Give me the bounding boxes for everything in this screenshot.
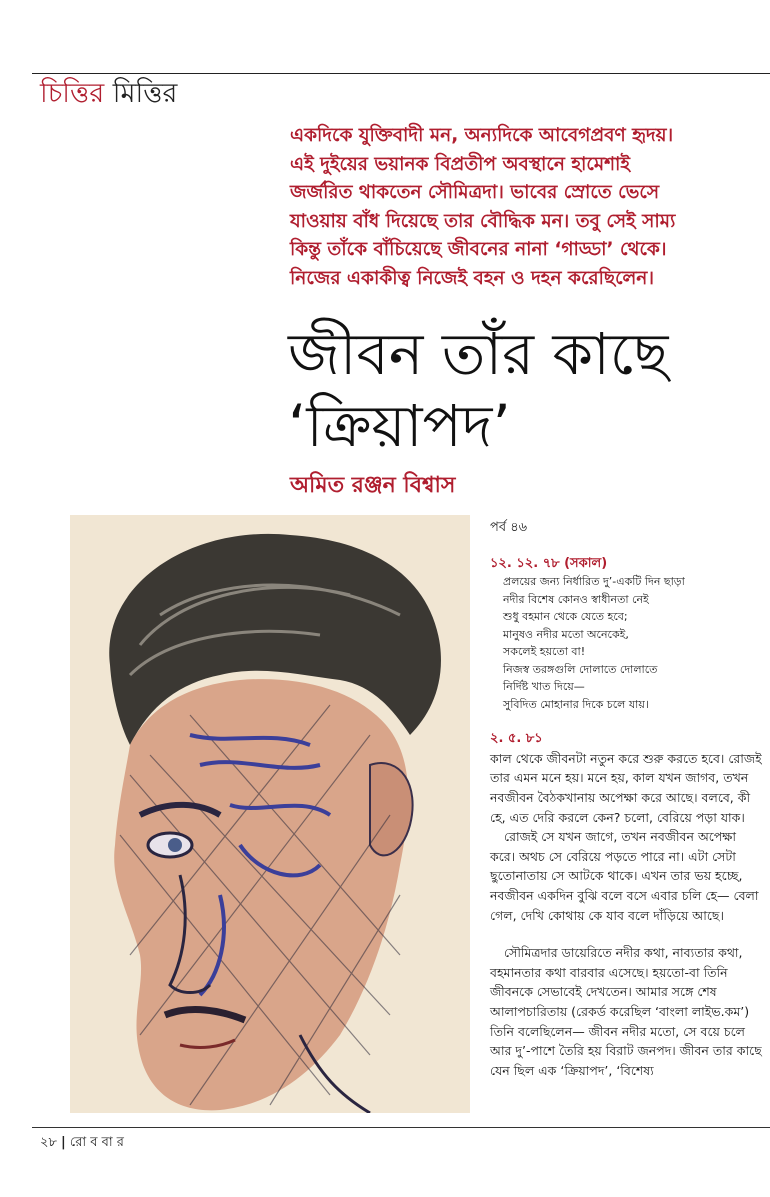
page-folio (40, 1133, 124, 1154)
episode-number: পর্ব ৪৬ (490, 520, 528, 535)
poem-line: নদীর বিশেষ কোনও স্বাধীনতা নেই (503, 592, 649, 606)
section-heading (40, 78, 177, 110)
bottom-rule (32, 1127, 770, 1128)
author-byline: অমিত রঞ্জন বিশ্বাস (290, 473, 456, 498)
intro-line: নিজের একাকীত্ব নিজেই বহন ও দহন করেছিলেন। (290, 267, 654, 289)
diary-date: ১২. ১২. ৭৮ (সকাল) (490, 555, 608, 571)
poem-line: মানুষও নদীর মতো অনেকেই, (503, 627, 629, 641)
diary-poem (490, 573, 762, 713)
section-heading-dark: মিত্তির (112, 78, 178, 109)
body-paragraph: কাল থেকে জীবনটা নতুন করে শুরু করতে হবে। রোজই তার এমন মনে হয়। মনে হয়, কাল যখন জাগব, তখন নবজীবন বৈঠকখানায় অপেক্ষা করে আছে। বলবে, কী হে, এত দেরি করলে কেন? চলো, বেরিয়ে পড়া যাক। (490, 750, 762, 825)
article-column (490, 518, 762, 1080)
body-paragraph: রোজই সে যখন জাগে, তখন নবজীবন অপেক্ষা করে। অথচ সে বেরিয়ে পড়তে পারে না। এটা সেটা ছুতোনাতায় সে আটকে থাকে। এখন তার ভয় হচ্ছে, নবজীবন একদিন বুঝি বলে বসে এবার চলি হে— বেলা গেল, দেখি কোথায় কে যাব বলে দাঁড়িয়ে আছে। (490, 829, 759, 923)
poem-line: প্রলয়ের জন্য নির্ধারিত দু’-একটি দিন ছাড়া (503, 575, 685, 589)
poem-line: নির্দিষ্ট খাত দিয়ে— (503, 680, 585, 694)
folio-separator: | (61, 1135, 66, 1150)
poem-line: সকলেই হয়তো বা! (503, 645, 586, 659)
poem-line: নিজস্ব তরঙ্গগুলি দোলাতে দোলাতে (503, 662, 658, 676)
intro-line: এই দুইয়ের ভয়ানক বিপ্রতীপ অবস্থানে হামেশাই (290, 153, 631, 175)
intro-line: কিন্তু তাঁকে বাঁচিয়েছে জীবনের নানা ‘গাড্ডা’ থেকে। (290, 239, 667, 260)
headline-line: ‘ক্রিয়াপদ’ (288, 392, 511, 460)
body-paragraph: সৌমিত্রদার ডায়েরিতে নদীর কথা, নাব্যতার কথা, বহমানতার কথা বারবার এসেছে। হয়তো-বা তিনি জীবনকে সেভাবেই দেখতেন। আমার সঙ্গে শেষ আলাপচারিতায় (রেকর্ড করেছিল ‘বাংলা লাইভ.কম’) তিনি বলেছিলেন— জীবন নদীর মতো, সে বয়ে চলে আর দু’-পাশে তৈরি হয় বিরাট জনপদ। জীবন তার কাছে যেন ছিল এক ‘ক্রিয়াপদ’, ‘বিশেষ্য (490, 945, 762, 1078)
poem-line: শুধু বহমান থেকে যেতে হবে; (503, 610, 628, 624)
poem-line: সুবিদিত মোহানার দিকে চলে যায়। (503, 697, 649, 711)
portrait-sketch (70, 515, 470, 1113)
headline-line: জীবন তাঁর কাছে (288, 320, 669, 388)
top-rule (32, 73, 770, 74)
intro-line: একদিকে যুক্তিবাদী মন, অন্যদিকে আবেগপ্রবণ হৃদয়। (290, 125, 674, 146)
intro-blurb (290, 122, 760, 293)
section-heading-red: চিত্তির (40, 78, 105, 109)
intro-line: যাওয়ায় বাঁধ দিয়েছে তার বৌদ্ধিক মন। তবু সেই সাম্য (290, 210, 676, 232)
page-number: ২৮ (40, 1135, 57, 1150)
diary-date: ২. ৫. ৮১ (490, 731, 543, 747)
article-headline (288, 318, 758, 462)
portrait-drawing (70, 515, 470, 1113)
intro-line: জর্জরিত থাকতেন সৌমিত্রদা। ভাবের স্রোতে ভেসে (290, 182, 660, 203)
folio-section: রো ব বা র (69, 1135, 124, 1150)
